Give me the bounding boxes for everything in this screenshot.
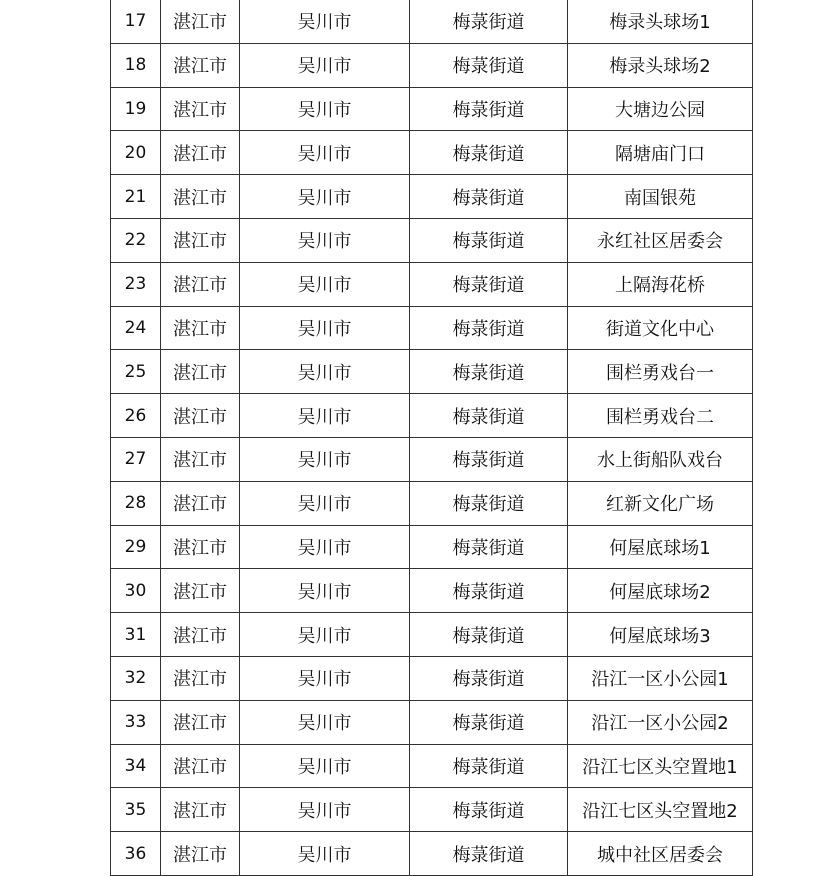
site-cell: 围栏勇戏台二 (568, 394, 753, 438)
county-cell: 吴川市 (240, 43, 410, 87)
table-row (111, 525, 753, 569)
site-table (110, 0, 753, 876)
row-number: 35 (111, 788, 161, 832)
street-cell: 梅菉街道 (410, 613, 568, 657)
street-cell: 梅菉街道 (410, 262, 568, 306)
county-cell: 吴川市 (240, 218, 410, 262)
county-cell: 吴川市 (240, 613, 410, 657)
table-row (111, 131, 753, 175)
street-cell: 梅菉街道 (410, 350, 568, 394)
row-number: 19 (111, 87, 161, 131)
city-cell: 湛江市 (161, 218, 240, 262)
table-row (111, 43, 753, 87)
street-cell: 梅菉街道 (410, 481, 568, 525)
row-number: 22 (111, 218, 161, 262)
row-number: 30 (111, 569, 161, 613)
row-number: 18 (111, 43, 161, 87)
city-cell: 湛江市 (161, 262, 240, 306)
row-number: 21 (111, 175, 161, 219)
site-cell: 沿江一区小公园1 (568, 656, 753, 700)
county-cell: 吴川市 (240, 744, 410, 788)
county-cell: 吴川市 (240, 656, 410, 700)
street-cell: 梅菉街道 (410, 0, 568, 43)
city-cell: 湛江市 (161, 350, 240, 394)
site-cell: 何屋底球场2 (568, 569, 753, 613)
city-cell: 湛江市 (161, 788, 240, 832)
county-cell: 吴川市 (240, 0, 410, 43)
table-row (111, 350, 753, 394)
street-cell: 梅菉街道 (410, 744, 568, 788)
site-cell: 上隔海花桥 (568, 262, 753, 306)
table-row (111, 394, 753, 438)
county-cell: 吴川市 (240, 700, 410, 744)
site-cell: 梅录头球场2 (568, 43, 753, 87)
street-cell: 梅菉街道 (410, 656, 568, 700)
table-row (111, 262, 753, 306)
row-number: 27 (111, 437, 161, 481)
street-cell: 梅菉街道 (410, 569, 568, 613)
street-cell: 梅菉街道 (410, 306, 568, 350)
street-cell: 梅菉街道 (410, 788, 568, 832)
table-row (111, 87, 753, 131)
row-number: 31 (111, 613, 161, 657)
city-cell: 湛江市 (161, 306, 240, 350)
city-cell: 湛江市 (161, 43, 240, 87)
city-cell: 湛江市 (161, 481, 240, 525)
city-cell: 湛江市 (161, 0, 240, 43)
table-row (111, 569, 753, 613)
site-cell: 沿江七区头空置地2 (568, 788, 753, 832)
site-cell: 何屋底球场1 (568, 525, 753, 569)
site-cell: 水上街船队戏台 (568, 437, 753, 481)
site-cell: 沿江一区小公园2 (568, 700, 753, 744)
street-cell: 梅菉街道 (410, 394, 568, 438)
street-cell: 梅菉街道 (410, 87, 568, 131)
site-cell: 梅录头球场1 (568, 0, 753, 43)
city-cell: 湛江市 (161, 525, 240, 569)
city-cell: 湛江市 (161, 87, 240, 131)
county-cell: 吴川市 (240, 394, 410, 438)
county-cell: 吴川市 (240, 175, 410, 219)
city-cell: 湛江市 (161, 613, 240, 657)
table-row (111, 613, 753, 657)
site-cell: 何屋底球场3 (568, 613, 753, 657)
county-cell: 吴川市 (240, 131, 410, 175)
row-number: 36 (111, 832, 161, 876)
row-number: 25 (111, 350, 161, 394)
site-cell: 永红社区居委会 (568, 218, 753, 262)
row-number: 23 (111, 262, 161, 306)
site-cell: 大塘边公园 (568, 87, 753, 131)
street-cell: 梅菉街道 (410, 175, 568, 219)
row-number: 34 (111, 744, 161, 788)
county-cell: 吴川市 (240, 87, 410, 131)
site-cell: 隔塘庙门口 (568, 131, 753, 175)
county-cell: 吴川市 (240, 306, 410, 350)
county-cell: 吴川市 (240, 525, 410, 569)
street-cell: 梅菉街道 (410, 43, 568, 87)
site-cell: 街道文化中心 (568, 306, 753, 350)
street-cell: 梅菉街道 (410, 525, 568, 569)
street-cell: 梅菉街道 (410, 131, 568, 175)
site-list-sheet (110, 0, 752, 876)
row-number: 17 (111, 0, 161, 43)
table-row (111, 656, 753, 700)
row-number: 20 (111, 131, 161, 175)
table-row (111, 175, 753, 219)
street-cell: 梅菉街道 (410, 218, 568, 262)
city-cell: 湛江市 (161, 131, 240, 175)
county-cell: 吴川市 (240, 350, 410, 394)
table-row (111, 832, 753, 876)
city-cell: 湛江市 (161, 437, 240, 481)
row-number: 26 (111, 394, 161, 438)
city-cell: 湛江市 (161, 832, 240, 876)
street-cell: 梅菉街道 (410, 832, 568, 876)
table-row (111, 481, 753, 525)
table-row (111, 218, 753, 262)
row-number: 24 (111, 306, 161, 350)
county-cell: 吴川市 (240, 481, 410, 525)
site-cell: 城中社区居委会 (568, 832, 753, 876)
site-cell: 红新文化广场 (568, 481, 753, 525)
table-row (111, 744, 753, 788)
site-table-body (111, 0, 753, 875)
city-cell: 湛江市 (161, 569, 240, 613)
table-row (111, 437, 753, 481)
street-cell: 梅菉街道 (410, 700, 568, 744)
city-cell: 湛江市 (161, 394, 240, 438)
county-cell: 吴川市 (240, 437, 410, 481)
county-cell: 吴川市 (240, 788, 410, 832)
street-cell: 梅菉街道 (410, 437, 568, 481)
county-cell: 吴川市 (240, 832, 410, 876)
table-row (111, 306, 753, 350)
city-cell: 湛江市 (161, 744, 240, 788)
county-cell: 吴川市 (240, 569, 410, 613)
row-number: 29 (111, 525, 161, 569)
site-cell: 围栏勇戏台一 (568, 350, 753, 394)
row-number: 28 (111, 481, 161, 525)
city-cell: 湛江市 (161, 656, 240, 700)
city-cell: 湛江市 (161, 700, 240, 744)
table-row (111, 700, 753, 744)
site-cell: 南国银苑 (568, 175, 753, 219)
city-cell: 湛江市 (161, 175, 240, 219)
row-number: 33 (111, 700, 161, 744)
county-cell: 吴川市 (240, 262, 410, 306)
row-number: 32 (111, 656, 161, 700)
table-row (111, 0, 753, 43)
table-row (111, 788, 753, 832)
site-cell: 沿江七区头空置地1 (568, 744, 753, 788)
